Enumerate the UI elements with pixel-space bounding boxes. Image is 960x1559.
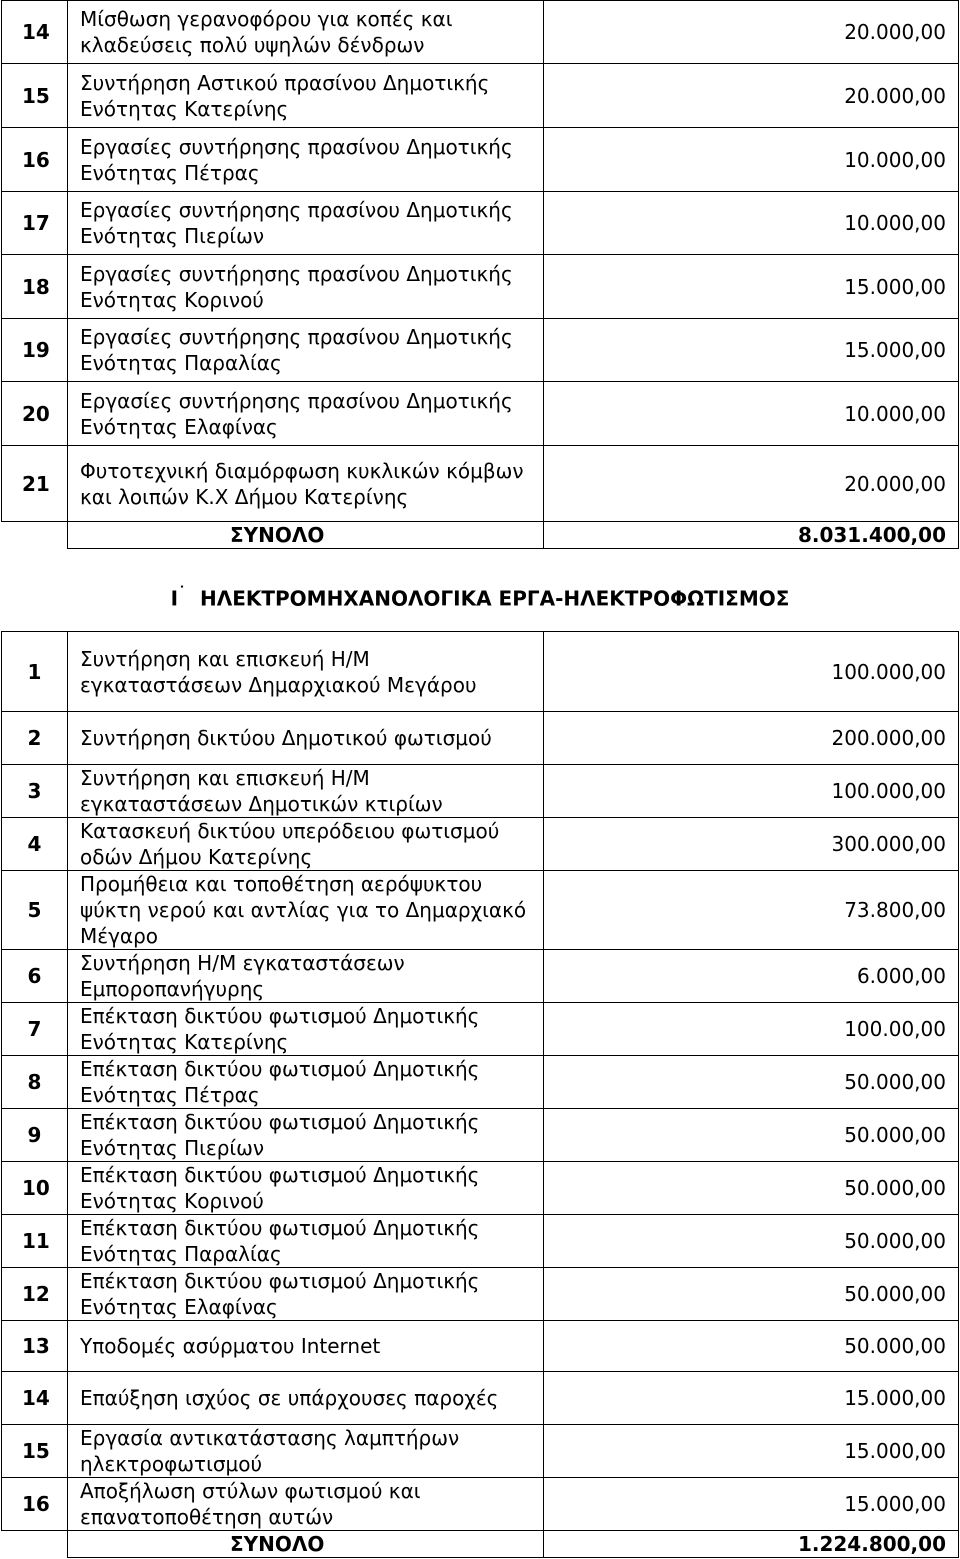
table-row	[2, 818, 959, 871]
row-amount: 10.000,00	[544, 192, 959, 255]
row-description: Συντήρηση Αστικού πρασίνου Δημοτικής Ενότητας Κατερίνης	[68, 64, 544, 128]
row-amount: 200.000,00	[544, 712, 959, 765]
table-row	[2, 64, 959, 128]
table-row	[2, 871, 959, 950]
row-number: 3	[2, 765, 68, 818]
row-amount: 50.000,00	[544, 1056, 959, 1109]
row-number: 1	[2, 632, 68, 712]
row-number: 18	[2, 255, 68, 319]
table-row	[2, 446, 959, 522]
row-number: 19	[2, 319, 68, 382]
row-amount: 100.000,00	[544, 632, 959, 712]
row-number: 5	[2, 871, 68, 950]
row-description: Εργασία αντικατάστασης λαμπτήρων ηλεκτροφωτισμού	[68, 1425, 544, 1478]
row-number: 8	[2, 1056, 68, 1109]
row-amount: 73.800,00	[544, 871, 959, 950]
row-number: 16	[2, 1478, 68, 1531]
row-amount: 20.000,00	[544, 64, 959, 128]
row-description: Αποξήλωση στύλων φωτισμού και επανατοποθέτηση αυτών	[68, 1478, 544, 1531]
section-heading-text: ΗΛΕΚΤΡΟΜΗΧΑΝΟΛΟΓΙΚΑ ΕΡΓΑ-ΗΛΕΚΤΡΟΦΩΤΙΣΜΟΣ	[199, 586, 790, 611]
table-row	[2, 1003, 959, 1056]
row-description: Συντήρηση και επισκευή Η/Μ εγκαταστάσεων Δημαρχιακού Μεγάρου	[68, 632, 544, 712]
row-amount: 50.000,00	[544, 1215, 959, 1268]
row-description: Επέκταση δικτύου φωτισμού Δημοτικής Ενότητας Πέτρας	[68, 1056, 544, 1109]
row-number: 14	[2, 1372, 68, 1425]
table-row	[2, 950, 959, 1003]
row-amount: 300.000,00	[544, 818, 959, 871]
row-amount: 100.00,00	[544, 1003, 959, 1056]
section-heading-dot: ˙	[178, 583, 187, 602]
table-row	[2, 255, 959, 319]
budget-table-greenery	[1, 0, 959, 549]
section-heading-electromechanical	[0, 580, 960, 612]
table-row	[2, 1478, 959, 1531]
row-amount: 50.000,00	[544, 1162, 959, 1215]
row-description: Εργασίες συντήρησης πρασίνου Δημοτικής Ενότητας Πιερίων	[68, 192, 544, 255]
row-amount: 15.000,00	[544, 319, 959, 382]
row-description: Επαύξηση ισχύος σε υπάρχουσες παροχές	[68, 1372, 544, 1425]
table-row	[2, 1, 959, 64]
table-row	[2, 632, 959, 712]
table-row	[2, 1162, 959, 1215]
row-number: 10	[2, 1162, 68, 1215]
row-description: Εργασίες συντήρησης πρασίνου Δημοτικής Ενότητας Πέτρας	[68, 128, 544, 192]
row-amount: 50.000,00	[544, 1268, 959, 1321]
row-description: Επέκταση δικτύου φωτισμού Δημοτικής Ενότητας Κορινού	[68, 1162, 544, 1215]
table-row	[2, 765, 959, 818]
table-row	[2, 1109, 959, 1162]
table-row	[2, 128, 959, 192]
row-number: 15	[2, 64, 68, 128]
total-row	[2, 1531, 959, 1558]
total-spacer	[2, 522, 68, 549]
total-value: 1.224.800,00	[544, 1531, 959, 1558]
budget-table-electromechanical	[1, 631, 959, 1558]
row-amount: 10.000,00	[544, 128, 959, 192]
row-number: 15	[2, 1425, 68, 1478]
total-row	[2, 522, 959, 549]
row-amount: 20.000,00	[544, 446, 959, 522]
table-row	[2, 1372, 959, 1425]
total-label: ΣΥΝΟΛΟ	[68, 522, 544, 549]
row-number: 4	[2, 818, 68, 871]
row-number: 16	[2, 128, 68, 192]
row-description: Επέκταση δικτύου φωτισμού Δημοτικής Ενότητας Κατερίνης	[68, 1003, 544, 1056]
row-amount: 100.000,00	[544, 765, 959, 818]
row-description: Προμήθεια και τοποθέτηση αερόψυκτου ψύκτη νερού και αντλίας για το Δημαρχιακό Μέγαρο	[68, 871, 544, 950]
total-spacer	[2, 1531, 68, 1558]
row-description: Φυτοτεχνική διαμόρφωση κυκλικών κόμβων και λοιπών Κ.Χ Δήμου Κατερίνης	[68, 446, 544, 522]
table-row	[2, 1268, 959, 1321]
row-description: Συντήρηση και επισκευή Η/Μ εγκαταστάσεων Δημοτικών κτιρίων	[68, 765, 544, 818]
row-description: Επέκταση δικτύου φωτισμού Δημοτικής Ενότητας Πιερίων	[68, 1109, 544, 1162]
row-amount: 10.000,00	[544, 382, 959, 446]
table-row	[2, 1321, 959, 1372]
row-description: Υποδομές ασύρματου Internet	[68, 1321, 544, 1372]
row-amount: 15.000,00	[544, 1372, 959, 1425]
row-number: 9	[2, 1109, 68, 1162]
row-amount: 50.000,00	[544, 1321, 959, 1372]
row-amount: 20.000,00	[544, 1, 959, 64]
row-number: 17	[2, 192, 68, 255]
row-number: 7	[2, 1003, 68, 1056]
row-description: Εργασίες συντήρησης πρασίνου Δημοτικής Ενότητας Κορινού	[68, 255, 544, 319]
table-row	[2, 1215, 959, 1268]
row-number: 20	[2, 382, 68, 446]
table-row	[2, 192, 959, 255]
table-row	[2, 319, 959, 382]
row-number: 11	[2, 1215, 68, 1268]
row-amount: 15.000,00	[544, 255, 959, 319]
row-number: 21	[2, 446, 68, 522]
row-amount: 6.000,00	[544, 950, 959, 1003]
row-amount: 50.000,00	[544, 1109, 959, 1162]
section-heading-prefix: Ι	[170, 586, 179, 611]
row-description: Κατασκευή δικτύου υπερόδειου φωτισμού οδών Δήμου Κατερίνης	[68, 818, 544, 871]
table-row	[2, 382, 959, 446]
row-description: Επέκταση δικτύου φωτισμού Δημοτικής Ενότητας Παραλίας	[68, 1215, 544, 1268]
table-row	[2, 712, 959, 765]
row-description: Μίσθωση γερανοφόρου για κοπές και κλαδεύσεις πολύ υψηλών δένδρων	[68, 1, 544, 64]
row-description: Εργασίες συντήρησης πρασίνου Δημοτικής Ενότητας Ελαφίνας	[68, 382, 544, 446]
row-description: Επέκταση δικτύου φωτισμού Δημοτικής Ενότητας Ελαφίνας	[68, 1268, 544, 1321]
total-label: ΣΥΝΟΛΟ	[68, 1531, 544, 1558]
row-number: 14	[2, 1, 68, 64]
table-row	[2, 1056, 959, 1109]
row-amount: 15.000,00	[544, 1425, 959, 1478]
row-number: 2	[2, 712, 68, 765]
row-description: Συντήρηση Η/Μ εγκαταστάσεων Εμποροπανήγυρης	[68, 950, 544, 1003]
row-description: Συντήρηση δικτύου Δημοτικού φωτισμού	[68, 712, 544, 765]
row-number: 6	[2, 950, 68, 1003]
row-number: 12	[2, 1268, 68, 1321]
row-number: 13	[2, 1321, 68, 1372]
total-value: 8.031.400,00	[544, 522, 959, 549]
table-row	[2, 1425, 959, 1478]
row-description: Εργασίες συντήρησης πρασίνου Δημοτικής Ενότητας Παραλίας	[68, 319, 544, 382]
row-amount: 15.000,00	[544, 1478, 959, 1531]
